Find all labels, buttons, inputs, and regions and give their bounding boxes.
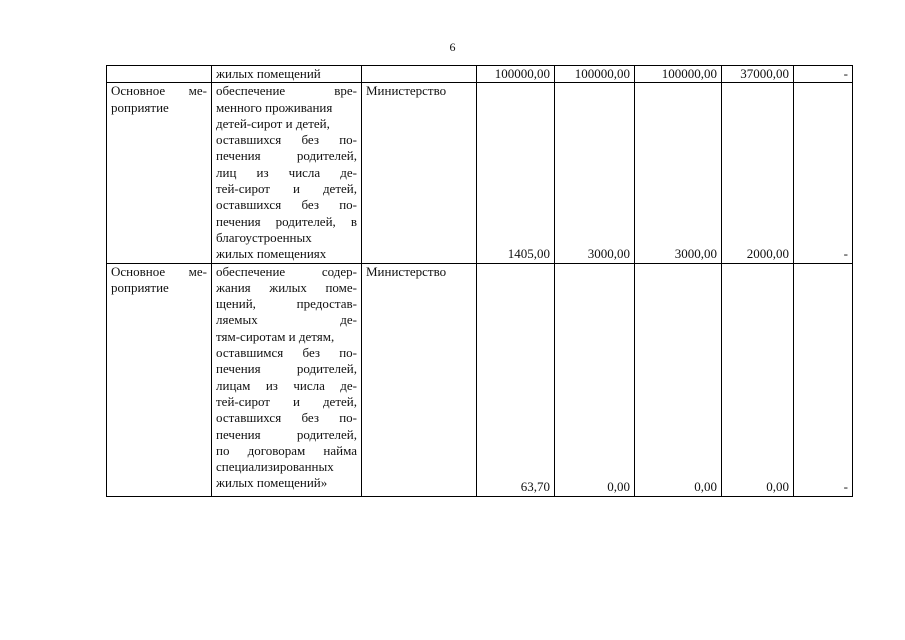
- description-line: обеспечение содер-: [216, 263, 357, 279]
- description-line: жилых помещений»: [216, 475, 328, 491]
- value-cell: 1405,00: [477, 83, 555, 263]
- description-line: жилых помещений: [216, 66, 321, 81]
- description-line: специализированных: [216, 459, 334, 475]
- event-type-line: роприятие: [111, 99, 169, 115]
- description-line: менного проживания: [216, 99, 333, 115]
- executor-cell: [362, 263, 477, 496]
- value-cell: 0,00: [555, 263, 635, 496]
- value-cell: 100000,00: [477, 66, 555, 83]
- description-line: печения родителей,: [216, 426, 357, 442]
- description-line: печения родителей,: [216, 148, 357, 164]
- table-row: [107, 263, 853, 496]
- table-row: [107, 83, 853, 263]
- value-cell: 100000,00: [635, 66, 722, 83]
- value-cell: 0,00: [722, 263, 794, 496]
- dash-cell: -: [794, 263, 853, 496]
- description-line: лицам из числа де-: [216, 377, 357, 393]
- value-cell: 63,70: [477, 263, 555, 496]
- description-line: жилых помещениях: [216, 246, 327, 262]
- program-table: [106, 65, 853, 497]
- description-cell: [212, 263, 362, 496]
- executor-label: Министерство: [366, 83, 447, 99]
- value-cell: 37000,00: [722, 66, 794, 83]
- description-line: ляемых де-: [216, 312, 357, 328]
- event-type-cell: [107, 263, 212, 496]
- event-type-line: Основное ме-: [111, 263, 207, 279]
- description-line: тей-сирот и детей,: [216, 181, 357, 197]
- description-line: оставшихся без по-: [216, 410, 357, 426]
- value-cell: 100000,00: [555, 66, 635, 83]
- value-cell: 3000,00: [635, 83, 722, 263]
- event-type-line: роприятие: [111, 279, 169, 295]
- description-line: тям-сиротам и детям,: [216, 328, 335, 344]
- description-cell: [212, 66, 362, 83]
- description-line: обеспечение вре-: [216, 83, 357, 99]
- dash-cell: -: [794, 83, 853, 263]
- page-number: 6: [449, 40, 456, 54]
- description-cell: [212, 83, 362, 263]
- description-line: оставшихся без по-: [216, 197, 357, 213]
- event-type-cell: [107, 66, 212, 83]
- value-cell: 0,00: [635, 263, 722, 496]
- event-type-line: Основное ме-: [111, 83, 207, 99]
- description-line: печения родителей,: [216, 361, 357, 377]
- value-cell: 2000,00: [722, 83, 794, 263]
- description-line: оставшихся без по-: [216, 132, 357, 148]
- description-line: тей-сирот и детей,: [216, 393, 357, 409]
- value-cell: 3000,00: [555, 83, 635, 263]
- event-type-cell: [107, 83, 212, 263]
- description-line: оставшимся без по-: [216, 345, 357, 361]
- description-line: благоустроенных: [216, 229, 312, 245]
- description-line: лиц из числа де-: [216, 164, 357, 180]
- executor-label: Министерство: [366, 263, 447, 279]
- dash-cell: -: [794, 66, 853, 83]
- executor-cell: [362, 83, 477, 263]
- description-line: печения родителей, в: [216, 213, 357, 229]
- description-line: по договорам найма: [216, 442, 357, 458]
- executor-cell: [362, 66, 477, 83]
- description-line: щений, предостав-: [216, 296, 357, 312]
- description-line: детей-сирот и детей,: [216, 115, 330, 131]
- description-line: жания жилых поме-: [216, 279, 357, 295]
- table-row: [107, 66, 853, 83]
